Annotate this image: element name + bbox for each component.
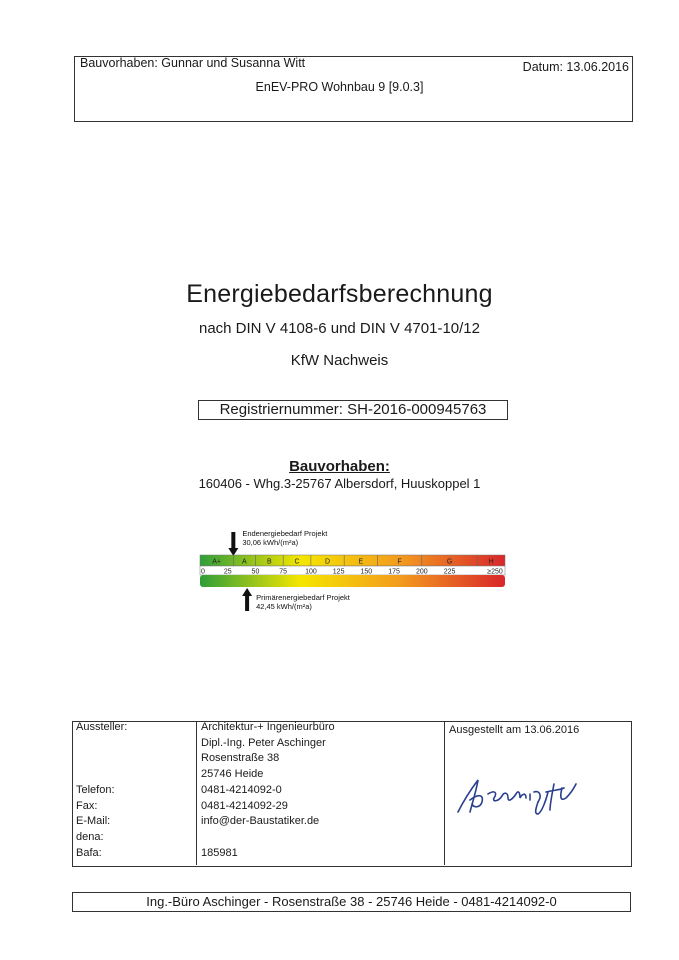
tick-label: 50	[251, 568, 260, 576]
issuer-fax: 0481-4214092-29	[201, 799, 288, 812]
page-subtitle: nach DIN V 4108-6 und DIN V 4701-10/12	[198, 320, 480, 337]
class-label: E	[358, 558, 364, 566]
project-label: Bauvorhaben:	[289, 458, 390, 475]
tick-label: 100	[305, 568, 317, 576]
energy-scale	[195, 528, 515, 618]
registration-number: Registriernummer: SH-2016-000945763	[198, 400, 508, 420]
class-label: H	[488, 558, 494, 566]
issued-on: Ausgestellt am 13.06.2016	[449, 724, 580, 736]
issuer-label	[76, 736, 127, 752]
kfw-label: KfW Nachweis	[290, 352, 389, 369]
header-software: EnEV-PRO Wohnbau 9 [9.0.3]	[255, 80, 424, 94]
issuer-label: Aussteller:	[76, 721, 128, 733]
fax-label: Fax:	[76, 799, 98, 812]
primary-energy-value: 42,45 kWh/(m²a)	[256, 602, 312, 611]
issuer-label	[76, 767, 127, 783]
tick-bar	[200, 566, 505, 575]
issuer-company: Architektur-+ Ingenieurbüro	[201, 721, 335, 733]
class-label: G	[446, 558, 453, 566]
class-label: B	[266, 558, 272, 566]
footer: Ing.-Büro Aschinger - Rosenstraße 38 - 25746 Heide - 0481-4214092-0	[72, 892, 631, 912]
tick-label: 200	[415, 568, 428, 576]
tick-label: 0	[201, 568, 205, 576]
issuer-label	[76, 751, 127, 767]
tick-label: 25	[223, 568, 232, 576]
issuer-person: Dipl.-Ing. Peter Aschinger	[201, 736, 326, 749]
issuer-values	[201, 720, 335, 861]
issuer-city: 25746 Heide	[201, 768, 264, 781]
phone-label: Telefon:	[76, 783, 115, 796]
issuer-phone: 0481-4214092-0	[201, 783, 282, 796]
class-label: A	[242, 558, 247, 566]
issuer-email: info@der-Baustatiker.de	[201, 815, 320, 828]
email-label: E-Mail:	[76, 815, 111, 828]
class-label: D	[325, 558, 331, 566]
tick-label: ≥250	[487, 568, 503, 576]
primary-energy-indicator	[242, 588, 351, 611]
bafa-label: Bafa:	[76, 846, 102, 859]
class-label: A+	[212, 558, 222, 566]
tick-label: 175	[388, 568, 400, 576]
end-energy-label: Endenergiebedarf Projekt	[242, 529, 328, 538]
primary-energy-label: Primärenergiebedarf Projekt	[256, 593, 350, 602]
divider	[444, 721, 445, 865]
tick-label: 150	[360, 568, 373, 576]
end-arrow-stem	[231, 532, 235, 549]
issuer-dena	[201, 830, 335, 846]
tick-label: 225	[443, 568, 456, 576]
project-address: 160406 - Whg.3-25767 Albersdorf, Huuskoppel 1	[198, 476, 481, 491]
issuer-labels	[76, 720, 127, 861]
end-energy-indicator	[228, 529, 328, 556]
header-project: Bauvorhaben: Gunnar und Susanna Witt	[80, 56, 306, 70]
class-label: C	[294, 558, 300, 566]
page-title: Energiebedarfsberechnung	[186, 280, 493, 308]
tick-label: 75	[279, 568, 288, 576]
issuer-street: Rosenstraße 38	[201, 752, 280, 765]
tick-label: 125	[332, 568, 345, 576]
up-arrow-icon	[242, 588, 252, 596]
dena-label: dena:	[76, 830, 104, 843]
divider	[196, 721, 197, 865]
header-date: Datum: 13.06.2016	[522, 60, 629, 74]
class-label: F	[397, 558, 402, 566]
primary-arrow-stem	[245, 595, 249, 611]
signature	[450, 770, 620, 820]
gradient-bar	[200, 575, 505, 587]
end-energy-value: 30,06 kWh/(m²a)	[242, 538, 299, 547]
issuer-bafa: 185981	[201, 846, 238, 859]
